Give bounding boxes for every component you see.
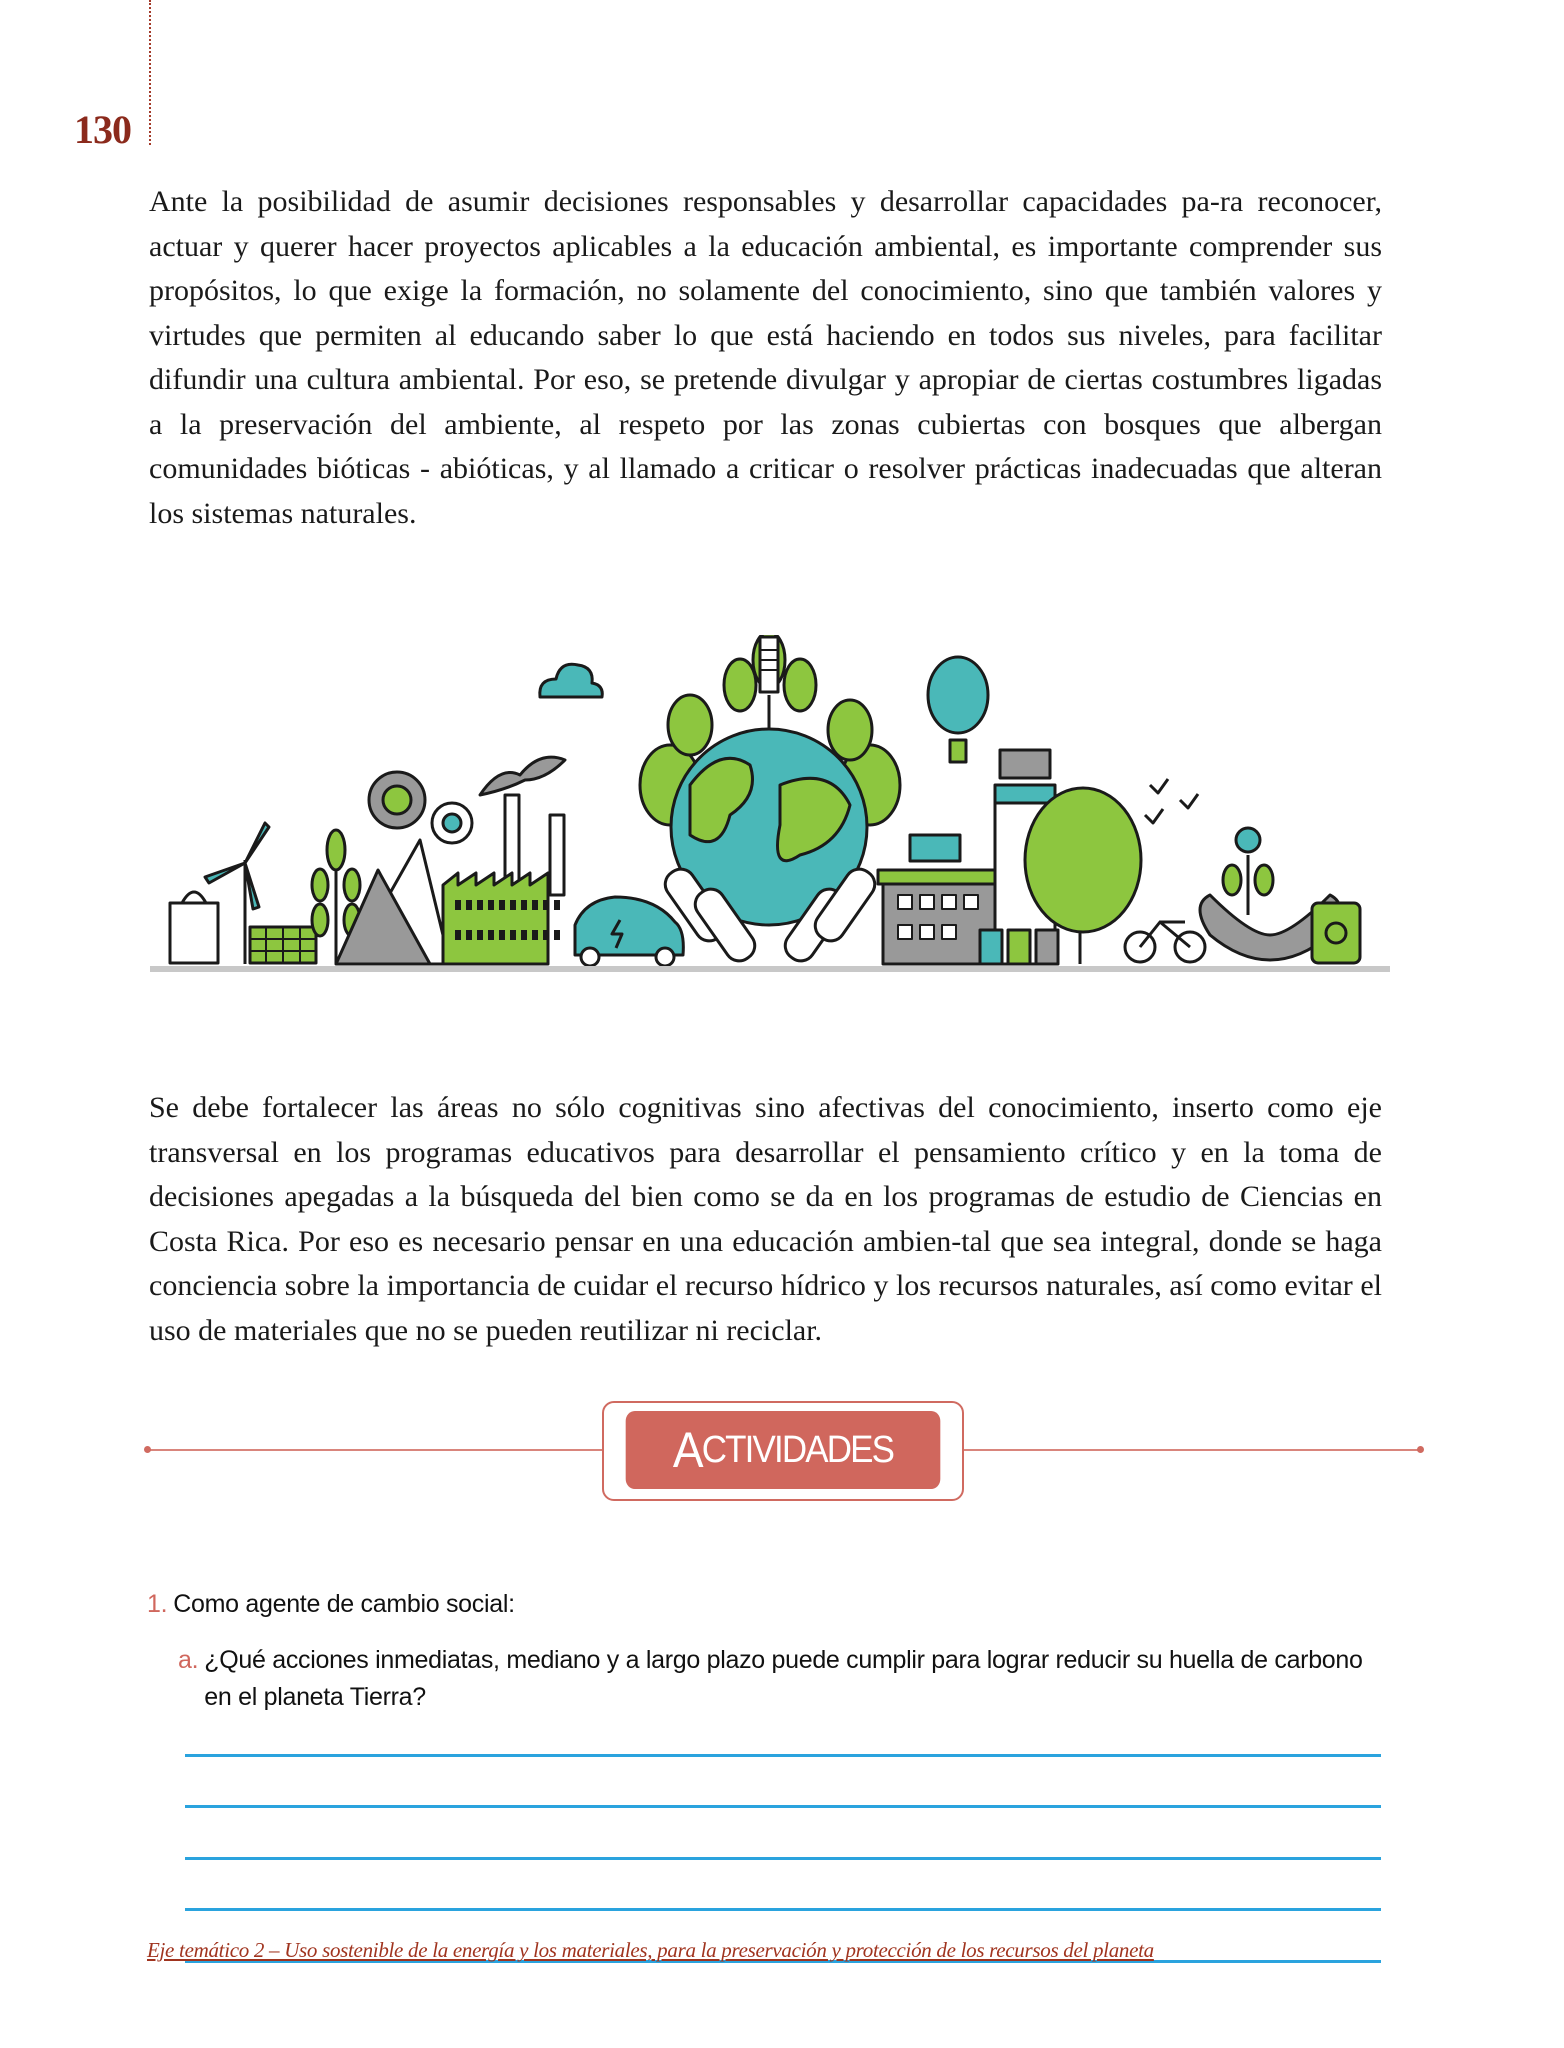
- answer-line[interactable]: [185, 1908, 1381, 1911]
- intro-paragraph: Ante la posibilidad de asumir decisiones responsables y desarrollar capacidades pa-ra reconocer, actuar y querer hacer proyectos aplicables a la educación ambiental, es importante comprender sus propósitos, lo que exige la formación, no solamente del conocimiento, sino que también valores y virtudes que permiten al educando saber lo que está haciendo en todos sus niveles, para facilitar difundir una cultura ambiental. Por eso, se pretende divulgar y apropiar de ciertas costumbres ligadas a la preservación del ambiente, al respeto por las zonas cubiertas con bosques que albergan comunidades bióticas - abióticas, y al llamado a criticar o resolver prácticas inadecuadas que alteran los sistemas naturales.: [149, 185, 1382, 530]
- activities-title-rest: CTIVIDADES: [701, 1428, 894, 1471]
- answer-line[interactable]: [185, 1857, 1381, 1860]
- activity-item-1: [147, 1590, 515, 1619]
- activities-rule-left: [147, 1449, 607, 1451]
- activities-rule-right: [960, 1449, 1420, 1451]
- item-question: ¿Qué acciones inmediatas, mediano y a largo plazo puede cumplir para lograr reducir su huella de carbono en el planeta Tierra?: [204, 1646, 1363, 1711]
- bicycle-icon: [1125, 922, 1205, 962]
- birds-icon: [1145, 779, 1198, 823]
- hot-air-balloon-icon: [928, 657, 988, 762]
- cloud-icon: [540, 664, 602, 697]
- activities-title-initial: A: [672, 1422, 702, 1478]
- electric-car-icon: [575, 897, 683, 966]
- gear-icon: [369, 772, 472, 843]
- solar-panel-icon: [250, 927, 316, 963]
- rule-end-dot: [144, 1446, 151, 1453]
- margin-dotted-rule: [149, 0, 151, 145]
- answer-line[interactable]: [185, 1805, 1381, 1808]
- item-letter: a.: [178, 1646, 199, 1674]
- factory-icon: [443, 757, 565, 964]
- second-paragraph: Se debe fortalecer las áreas no sólo cognitivas sino afectivas del conocimiento, inserto como eje transversal en los programas educativos para desarrollar el pensamiento crítico y en la toma de decisiones apegadas a la búsqueda del bien como se da en los programas de estudio de Ciencias en Costa Rica. Por eso es necesario pensar en una educación ambien-tal que sea integral, donde se haga conciencia sobre la importancia de cuidar el recurso hídrico y los recursos naturales, así como evitar el uso de materiales que no se pueden reutilizar ni reciclar.: [149, 1091, 1382, 1347]
- light-bulb-icon: [760, 637, 778, 692]
- rule-end-dot: [1417, 1446, 1424, 1453]
- item-number: 1.: [147, 1590, 168, 1618]
- recycle-bag-icon: [170, 892, 218, 963]
- activity-item-1a: [178, 1642, 1388, 1716]
- answer-line[interactable]: [185, 1754, 1381, 1757]
- item-text: Como agente de cambio social:: [173, 1590, 515, 1618]
- recycling-bins-icon: [980, 930, 1058, 964]
- jerrycan-icon: [1312, 903, 1360, 963]
- footer-theme: Eje temático 2 – Uso sostenible de la energía y los materiales, para la preservación y protección de los recursos del planeta: [147, 1938, 1154, 1962]
- ground-line: [150, 966, 1390, 972]
- environment-illustration: [150, 635, 1390, 975]
- page-number: 130: [74, 107, 131, 152]
- activities-banner: [602, 1401, 964, 1501]
